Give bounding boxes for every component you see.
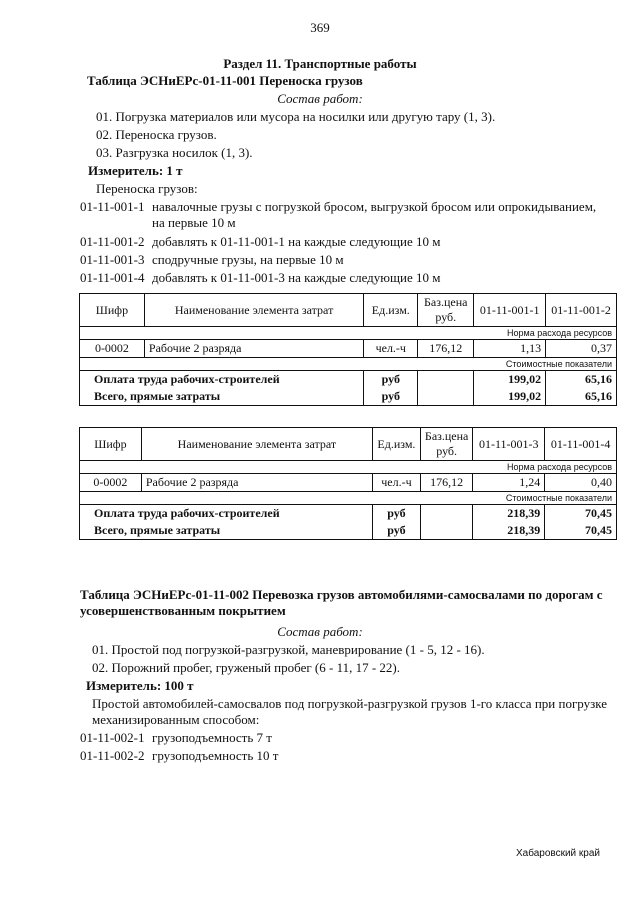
stoimost-label: Стоимостные показатели	[80, 492, 617, 505]
cell: 199,02	[474, 371, 546, 389]
norma-label: Норма расхода ресурсов	[80, 461, 617, 474]
code-row	[80, 270, 612, 286]
sum-row	[80, 505, 617, 523]
cell: Рабочие 2 разряда	[144, 340, 363, 358]
cell: 0,37	[546, 340, 617, 358]
cell: 0-0002	[80, 340, 145, 358]
sum-label: Оплата труда рабочих-строителей	[80, 371, 364, 389]
table-row	[80, 340, 617, 358]
page-number: 369	[310, 20, 330, 35]
cell: 1,13	[474, 340, 546, 358]
cell: Рабочие 2 разряда	[141, 474, 372, 492]
col-header: 01-11-001-1	[474, 294, 546, 327]
col-header: Ед.изм.	[364, 294, 418, 327]
cost-table-2	[79, 427, 617, 540]
sum-label: Всего, прямые затраты	[80, 522, 373, 540]
code-row	[80, 252, 612, 268]
table-title-2: Таблица ЭСНиЕРс-01-11-002 Перевозка грузов автомобилями-самосвалами по дорогам с усовершенствованным покрытием	[80, 587, 603, 618]
sum-row	[80, 371, 617, 389]
sum-label: Оплата труда рабочих-строителей	[80, 505, 373, 523]
norma-label: Норма расхода ресурсов	[80, 327, 617, 340]
cell: 0-0002	[80, 474, 142, 492]
code-desc: грузоподъемность 10 т	[152, 748, 279, 763]
cell: 0,40	[545, 474, 617, 492]
cell	[418, 388, 474, 406]
code-row	[80, 748, 612, 764]
table-row	[80, 474, 617, 492]
intro-1: Переноска грузов:	[96, 181, 198, 196]
cell: 218,39	[473, 505, 545, 523]
cell	[418, 371, 474, 389]
work-item: 02. Порожний пробег, груженый пробег (6 - 11, 17 - 22).	[92, 660, 401, 675]
work-item: 01. Простой под погрузкой-разгрузкой, маневрирование (1 - 5, 12 - 16).	[92, 642, 485, 657]
header-row	[80, 294, 617, 327]
code: 01-11-001-3	[80, 252, 145, 267]
section-title: Раздел 11. Транспортные работы	[223, 56, 417, 71]
col-header: Баз.цена руб.	[420, 428, 472, 461]
cell: руб	[372, 522, 420, 540]
code-desc: сподручные грузы, на первые 10 м	[152, 252, 344, 267]
code-row	[80, 199, 612, 231]
cell: 70,45	[545, 522, 617, 540]
cell: 1,24	[473, 474, 545, 492]
cell: 199,02	[474, 388, 546, 406]
col-header: 01-11-001-3	[473, 428, 545, 461]
cell: чел.-ч	[372, 474, 420, 492]
col-header: 01-11-001-2	[546, 294, 617, 327]
code: 01-11-001-4	[80, 270, 145, 285]
cell: 65,16	[546, 388, 617, 406]
izmeritel-1: Измеритель: 1 т	[88, 163, 183, 178]
intro-2: Простой автомобилей-самосвалов под погрузкой-разгрузкой грузов 1-го класса при погрузке механизированным способом:	[92, 696, 608, 727]
col-header: 01-11-001-4	[545, 428, 617, 461]
code: 01-11-001-1	[80, 199, 145, 214]
table-title-1: Таблица ЭСНиЕРс-01-11-001 Переноска грузов	[87, 73, 363, 88]
cell: 65,16	[546, 371, 617, 389]
code-desc: навалочные грузы с погрузкой бросом, выгрузкой бросом или опрокидыванием, на первые 10 м	[152, 199, 597, 230]
header-row	[80, 428, 617, 461]
cell: руб	[364, 388, 418, 406]
sum-label: Всего, прямые затраты	[80, 388, 364, 406]
cell: руб	[364, 371, 418, 389]
cell	[420, 505, 472, 523]
cell: 70,45	[545, 505, 617, 523]
sum-row	[80, 522, 617, 540]
code: 01-11-002-2	[80, 748, 145, 763]
sum-row	[80, 388, 617, 406]
work-item: 01. Погрузка материалов или мусора на носилки или другую тару (1, 3).	[96, 109, 496, 124]
code-desc: добавлять к 01-11-001-3 на каждые следующие 10 м	[152, 270, 441, 285]
sostav-label-2: Состав работ:	[277, 624, 363, 639]
cell: чел.-ч	[364, 340, 418, 358]
code-row	[80, 730, 612, 746]
code-row	[80, 234, 612, 250]
col-header: Наименование элемента затрат	[144, 294, 363, 327]
code: 01-11-002-1	[80, 730, 145, 745]
cell: 176,12	[420, 474, 472, 492]
cell	[420, 522, 472, 540]
stoimost-label: Стоимостные показатели	[80, 358, 617, 371]
code-desc: добавлять к 01-11-001-1 на каждые следующие 10 м	[152, 234, 441, 249]
col-header: Наименование элемента затрат	[141, 428, 372, 461]
work-item: 03. Разгрузка носилок (1, 3).	[96, 145, 253, 160]
cell: 218,39	[473, 522, 545, 540]
cell: руб	[372, 505, 420, 523]
code-desc: грузоподъемность 7 т	[152, 730, 272, 745]
cost-table-1	[79, 293, 617, 406]
footer-region: Хабаровский край	[515, 848, 600, 859]
izmeritel-2: Измеритель: 100 т	[86, 678, 194, 693]
cell: 176,12	[418, 340, 474, 358]
col-header: Шифр	[80, 294, 145, 327]
work-item: 02. Переноска грузов.	[96, 127, 217, 142]
col-header: Шифр	[80, 428, 142, 461]
col-header: Ед.изм.	[372, 428, 420, 461]
code: 01-11-001-2	[80, 234, 145, 249]
sostav-label-1: Состав работ:	[277, 91, 363, 106]
col-header: Баз.цена руб.	[418, 294, 474, 327]
